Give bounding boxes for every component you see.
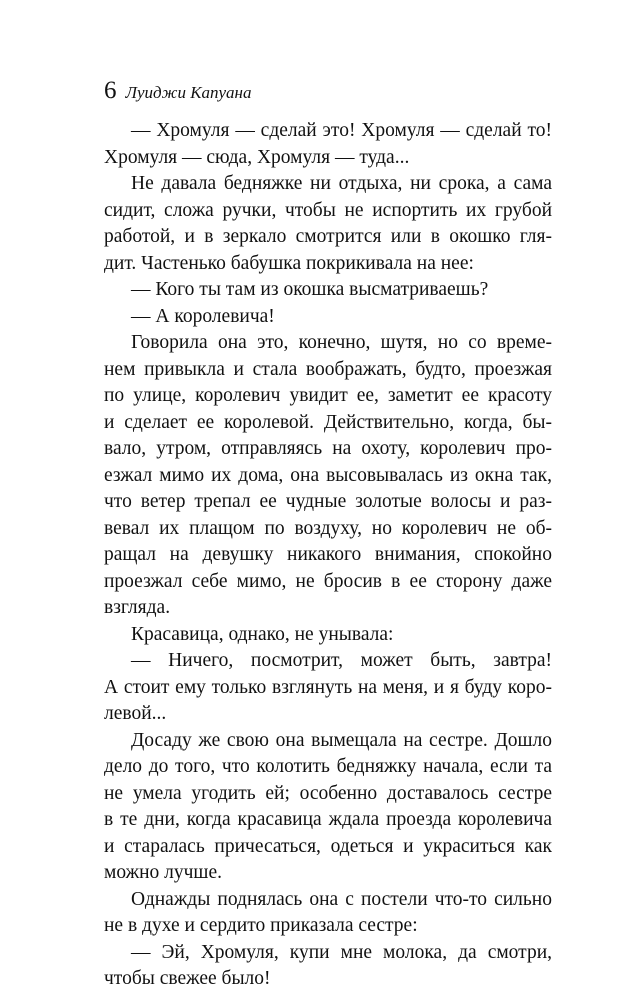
text-line: нем привыкла и стала воображать, будто, проезжая [104,358,552,380]
text-line: вало, утром, отправляясь на охоту, королевич про- [104,438,552,459]
text-line: Досаду же свою она вымещала на сестре. Дошло [131,729,552,751]
text-line: не умела угодить ей; особенно доставалось сестре [104,782,552,804]
text-line: езжал мимо их дома, она высовывалась из окна так, [104,464,552,486]
text-line: — Ничего, посмотрит, может быть, завтра! [131,650,552,671]
text-line: — Кого ты там из окошка высматриваешь? [131,279,489,300]
running-head-author: Луиджи Капуана [125,83,252,102]
text-line: взгляда. [104,597,171,618]
text-line: проезжал себе мимо, не бросив в ее сторону даже [104,570,552,592]
text-line: — Эй, Хромуля, купи мне молока, да смотри, [131,941,552,963]
text-line: — Хромуля — сделай это! Хромуля — сделай то! [131,120,552,141]
text-line: дело до того, что колотить бедняжку начала, если та [104,756,552,777]
page-header [104,76,252,106]
text-line: можно лучше. [104,862,222,883]
text-line: и сделает ее королевой. Действительно, когда, бы- [104,411,552,433]
text-line: ращал на девушку никакого внимания, спокойно [104,544,552,565]
text-line: — А королевича! [131,305,275,327]
text-line: сидит, сложа ручки, чтобы не испортить их грубой [104,199,552,221]
body-text [104,118,552,993]
text-line: Не давала бедняжке ни отдыха, ни срока, а сама [131,173,552,194]
text-line: не в духе и сердито приказала сестре: [104,915,418,936]
text-line: Хромуля — сюда, Хромуля — туда... [104,146,410,168]
text-line: дит. Частенько бабушка покрикивала на нее: [104,252,474,274]
text-line: А стоит ему только взглянуть на меня, и я буду коро- [104,676,552,698]
text-line: по улице, королевич увидит ее, заметит ее красоту [104,385,552,406]
text-line: что ветер трепал ее чудные золотые волосы и раз- [104,491,552,512]
text-line: и старалась причесаться, одеться и украситься как [104,835,552,857]
text-line: в те дни, когда красавица ждала проезда королевича [104,809,552,830]
text-line: Однажды поднялась она с постели что-то сильно [131,888,552,910]
text-line: вевал их плащом по воздуху, но королевич не об- [104,517,552,539]
text-line: работой, и в зеркало смотрится или в окошко гля- [104,226,552,247]
text-line: Говорила она это, конечно, шутя, но со време- [131,332,552,353]
text-line: чтобы свежее было! [104,968,271,989]
page-number: 6 [104,77,117,104]
text-line: левой... [104,703,167,724]
text-line: Красавица, однако, не унывала: [131,623,394,645]
